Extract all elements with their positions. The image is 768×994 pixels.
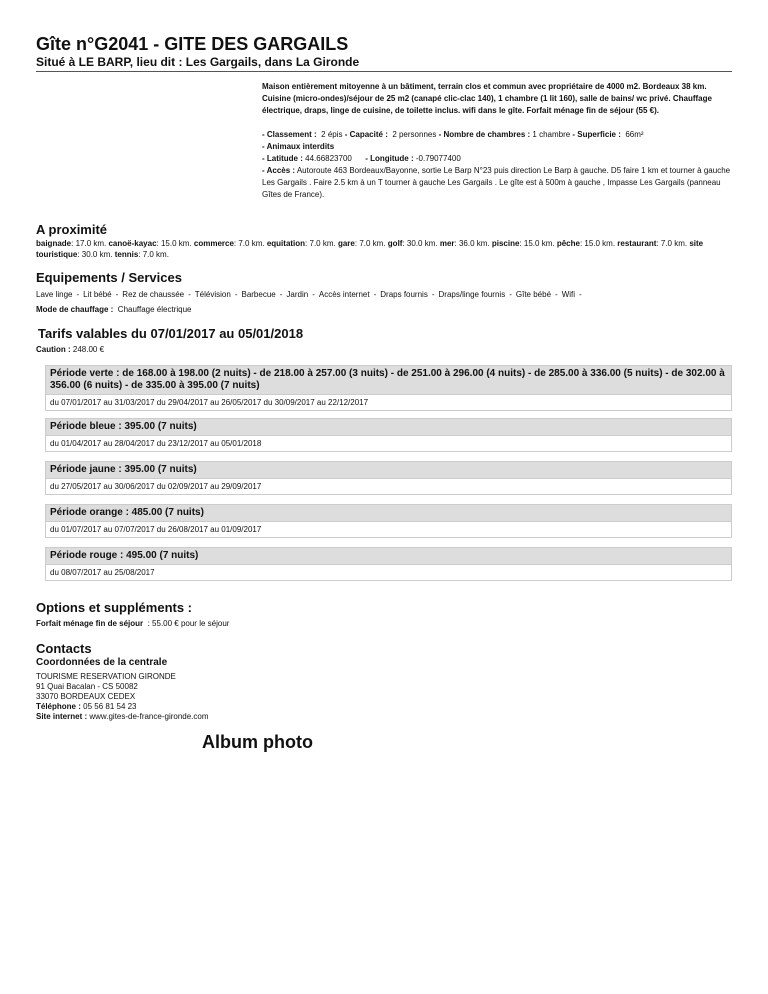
proximite-item [108, 239, 191, 248]
equipement-item: Lit bébé [83, 290, 112, 299]
periode-dates: du 07/01/2017 au 31/03/2017 du 29/04/2017 au 26/05/2017 du 30/09/2017 au 22/12/2017 [45, 395, 732, 411]
latitude-value: 44.66823700 [305, 154, 352, 163]
periode-header: Période verte : de 168.00 à 198.00 (2 nuits) - de 218.00 à 257.00 (3 nuits) - de 251.00 à 296.00 (4 nuits) - de 285.00 à 336.00 (5 nuits) - de 302.00 à 356.00 (6 nuits) - de 335.00 à 395.00 (7 nuits) [45, 365, 732, 395]
equipement-item: Rez de chaussée [122, 290, 185, 299]
page-subtitle: Situé à LE BARP, lieu dit : Les Gargails, dans La Gironde [36, 55, 360, 69]
longitude-label: - Longitude : [365, 154, 414, 163]
periode-header: Période rouge : 495.00 (7 nuits) [45, 547, 732, 565]
capacite-value: 2 personnes [392, 130, 437, 139]
description-intro: Maison entièrement mitoyenne à un bâtiment, terrain clos et commun avec propriétaire de 4000 m2. Bordeaux 38 km. Cuisine (micro-ondes)/séjour de 25 m2 (canapé clic-clac 140), 1 chambre (1 lit 160), salle de bains/ wc privé. Chauffage électrique, draps, linge de cuisine, de toilette inclus. wifi dans le gîte. Forfait ménage fin de séjour (55 €). [262, 82, 712, 115]
proximite-item [388, 239, 438, 248]
capacite-label: - Capacité : [344, 130, 388, 139]
equipements-title: Equipements / Services [36, 270, 182, 285]
proximite-item-label: piscine [491, 239, 520, 248]
phone-value: 05 56 81 54 23 [83, 702, 137, 711]
periode-verte [45, 365, 732, 411]
periode-dates: du 01/04/2017 au 28/04/2017 du 23/12/2017 au 05/01/2018 [45, 436, 732, 452]
chauffage-value: Chauffage électrique [117, 305, 192, 314]
periode-dates: du 08/07/2017 au 25/08/2017 [45, 565, 732, 581]
chauffage-label: Mode de chauffage : [36, 305, 114, 314]
latitude-label: - Latitude : [262, 154, 303, 163]
classement-label: - Classement : [262, 130, 317, 139]
caution-row [36, 344, 732, 355]
equipement-item: Wifi [561, 290, 576, 299]
proximite-item-value: : 15.0 km. [579, 239, 616, 248]
equipement-item: Lave linge [36, 290, 73, 299]
periode-dates: du 27/05/2017 au 30/06/2017 du 02/09/2017 au 29/09/2017 [45, 479, 732, 495]
separator: - [373, 290, 377, 299]
separator: - [431, 290, 435, 299]
classement-value: 2 épis [321, 130, 343, 139]
separator: - [115, 290, 119, 299]
proximite-item [557, 239, 615, 248]
superficie-label: - Superficie : [572, 130, 621, 139]
proximite-item-value: : 15.0 km. [519, 239, 555, 248]
periode-bleue [45, 418, 732, 452]
proximite-item [440, 239, 490, 248]
options-label: Forfait ménage fin de séjour [36, 619, 144, 628]
superficie-value: 66m² [625, 130, 644, 139]
periode-header: Période orange : 485.00 (7 nuits) [45, 504, 732, 522]
separator: - [509, 290, 512, 299]
equipement-item: Draps fournis [380, 290, 428, 299]
proximite-item-value: : 7.0 km. [233, 239, 265, 248]
proximite-item-label: golf [387, 239, 403, 248]
acces-value: Autoroute 463 Bordeaux/Bayonne, sortie Le Barp N°23 puis direction Le Barp à gauche. D5 faire 1 km et tourner à gauche Les Gargails . Faire 2.5 km à un T tourner à gauche Les Gargails . Le gîte est à 500m à gauche , Impasse Les Gargails (panneau Gîtes de France). [262, 166, 731, 199]
proximite-item [36, 239, 106, 248]
proximite-item-value: : 36.0 km. [454, 239, 490, 248]
contacts-address [36, 672, 209, 722]
tarifs-title [38, 326, 303, 341]
facts-block [262, 129, 732, 201]
periode-orange [45, 504, 732, 538]
description-block [262, 81, 732, 201]
proximite-item-value: : 7.0 km. [305, 239, 336, 248]
periode-header: Période bleue : 395.00 (7 nuits) [45, 418, 732, 436]
periode-rouge [45, 547, 732, 581]
address-line: 91 Quai Bacalan - CS 50082 [36, 682, 138, 691]
tarifs-title-mid: au [219, 326, 235, 341]
proximite-item-label: gare [337, 239, 355, 248]
contacts-subtitle: Coordonnées de la centrale [36, 657, 168, 668]
chambres-label: - Nombre de chambres : [438, 130, 531, 139]
proximite-item [492, 239, 555, 248]
periode-jaune [45, 461, 732, 495]
proximite-item-label: pêche [556, 239, 580, 248]
periode-dates: du 01/07/2017 au 07/07/2017 du 26/08/2017 au 01/09/2017 [45, 522, 732, 538]
address-line: 33070 BORDEAUX CEDEX [36, 692, 136, 701]
proximite-item-value: : 7.0 km. [138, 250, 169, 259]
chambres-value: 1 chambre [532, 130, 571, 139]
phone-row [36, 702, 209, 712]
proximite-item-value: : 30.0 km. [402, 239, 438, 248]
separator: - [312, 290, 315, 299]
proximite-item-value: : 30.0 km. [77, 250, 113, 259]
proximite-item-value: : 7.0 km. [354, 239, 386, 248]
separator: - [579, 290, 582, 299]
proximite-item-label: baignade [36, 239, 72, 248]
proximite-list [36, 238, 732, 260]
caution-value: 248.00 € [72, 345, 105, 354]
contacts-title: Contacts [36, 641, 92, 656]
proximite-item-label: mer [439, 239, 455, 248]
proximite-item-label: commerce [193, 239, 234, 248]
page-title: Gîte n°G2041 - GITE DES GARGAILS [36, 34, 349, 54]
equipement-item: Accès internet [318, 290, 370, 299]
chauffage-row [36, 304, 732, 315]
title-divider [36, 71, 732, 72]
options-value: : 55.00 € pour le séjour [147, 619, 230, 628]
tarifs-date-from: 07/01/2017 [150, 326, 216, 341]
separator: - [76, 290, 80, 299]
separator: - [555, 290, 558, 299]
proximite-item-value: : 7.0 km. [656, 239, 688, 248]
proximite-item-label: canoë-kayac [108, 239, 157, 248]
longitude-value: -0.79077400 [415, 154, 461, 163]
separator: - [234, 290, 238, 299]
proximite-item-label: tennis [114, 250, 139, 259]
site-label: Site internet : [36, 712, 88, 721]
animaux-text: - Animaux interdits [262, 142, 335, 151]
separator: - [188, 290, 191, 299]
periode-header: Période jaune : 395.00 (7 nuits) [45, 461, 732, 479]
proximite-item [194, 239, 265, 248]
proximite-item-label: site touristique [36, 239, 704, 259]
proximite-item-value: : 15.0 km. [156, 239, 192, 248]
equipements-list [36, 289, 732, 300]
tarifs-date-to: 05/01/2018 [237, 326, 304, 341]
proximite-item-value: : 17.0 km. [71, 239, 107, 248]
proximite-item [617, 239, 687, 248]
options-title: Options et suppléments : [36, 600, 193, 615]
equipement-item: Draps/linge fournis [438, 290, 506, 299]
proximite-item-label: equitation [266, 239, 306, 248]
tarifs-title-prefix: Tarifs valables du [38, 326, 147, 341]
site-link[interactable]: www.gites-de-france-gironde.com [89, 712, 209, 721]
caution-label: Caution : [36, 345, 71, 354]
proximite-title: A proximité [36, 222, 108, 237]
proximite-item [115, 250, 169, 259]
equipement-item: Jardin [286, 290, 309, 299]
equipement-item: Télévision [194, 290, 231, 299]
equipement-item: Barbecue [241, 290, 276, 299]
phone-label: Téléphone : [36, 702, 81, 711]
site-row [36, 712, 209, 722]
address-line: TOURISME RESERVATION GIRONDE [36, 672, 176, 681]
options-row [36, 618, 732, 629]
proximite-item-label: restaurant [617, 239, 657, 248]
album-title: Album photo [202, 732, 313, 752]
proximite-item [338, 239, 386, 248]
acces-label: - Accès : [262, 166, 296, 175]
separator: - [279, 290, 283, 299]
equipement-item: Gîte bébé [515, 290, 552, 299]
proximite-item [267, 239, 336, 248]
